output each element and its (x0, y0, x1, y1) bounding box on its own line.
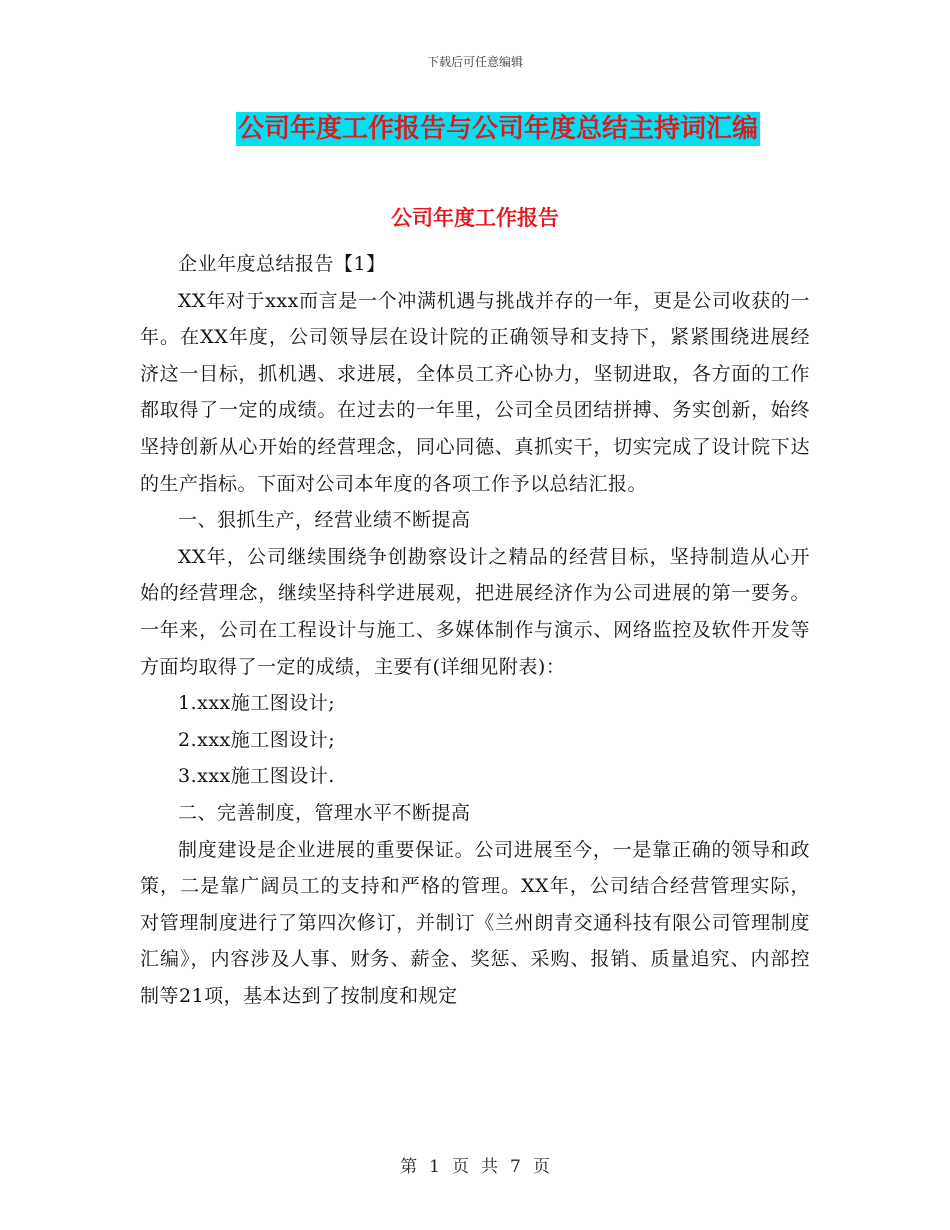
page-header: 下载后可任意编辑 (426, 55, 523, 69)
section-title: 公司年度工作报告 (391, 206, 559, 230)
list-item: 2.xxx施工图设计; (178, 728, 336, 751)
paragraph-heading-management: 二、完善制度，管理水平不断提高 (178, 801, 471, 824)
footer-total-pages: 7 (510, 1157, 521, 1177)
paragraph-report-heading: 企业年度总结报告【1】 (178, 253, 386, 275)
footer-page-number: 1 (429, 1157, 440, 1177)
list-item: 1.xxx施工图设计; (178, 692, 336, 715)
document-title: 公司年度工作报告与公司年度总结主持词汇编 (237, 114, 758, 144)
paragraph-intro: XX年对于xxx而言是一个冲满机遇与挑战并存的一年，更是公司收获的一年。在XX年度，公司领导层在设计院的正确领导和支持下，紧紧围绕进展经济这一目标，抓机遇、求进展，全体员工齐心协力，坚韧进取，各方面的工作都取得了一定的成绩。在过去的一年里，公司全员团结拼搏、务实创新，始终坚持创新从心开始的经营理念，同心同德、真抓实干，切实完成了设计院下达的生产指标。下面对公司本年度的各项工作予以总结汇报。 (140, 289, 810, 495)
paragraph-production: XX年，公司继续围绕争创勘察设计之精品的经营目标，坚持制造从心开始的经营理念，继续坚持科学进展观，把进展经济作为公司进展的第一要务。一年来，公司在工程设计与施工、多媒体制作与演示、网络监控及软件开发等方面均取得了一定的成绩，主要有(详细见附表)： (140, 545, 810, 678)
page-footer (0, 1152, 950, 1177)
paragraph-management: 制度建设是企业进展的重要保证。公司进展至今，一是靠正确的领导和政策，二是靠广阔员工的支持和严格的管理。XX年，公司结合经营管理实际，对管理制度进行了第四次修订，并制订《兰州朗青交通科技有限公司管理制度汇编》，内容涉及人事、财务、薪金、奖惩、采购、报销、质量追究、内部控制等21项，基本达到了按制度和规定 (140, 838, 810, 1007)
footer-total-prefix: 共 (481, 1157, 498, 1177)
footer-prefix: 第 (400, 1157, 418, 1177)
footer-total-suffix: 页 (532, 1157, 550, 1177)
document-body (140, 246, 810, 1014)
footer-page-suffix: 页 (452, 1157, 469, 1177)
paragraph-heading-production: 一、狠抓生产，经营业绩不断提高 (178, 509, 471, 532)
document-title-wrap (0, 112, 950, 146)
list-item: 3.xxx施工图设计. (178, 765, 335, 788)
